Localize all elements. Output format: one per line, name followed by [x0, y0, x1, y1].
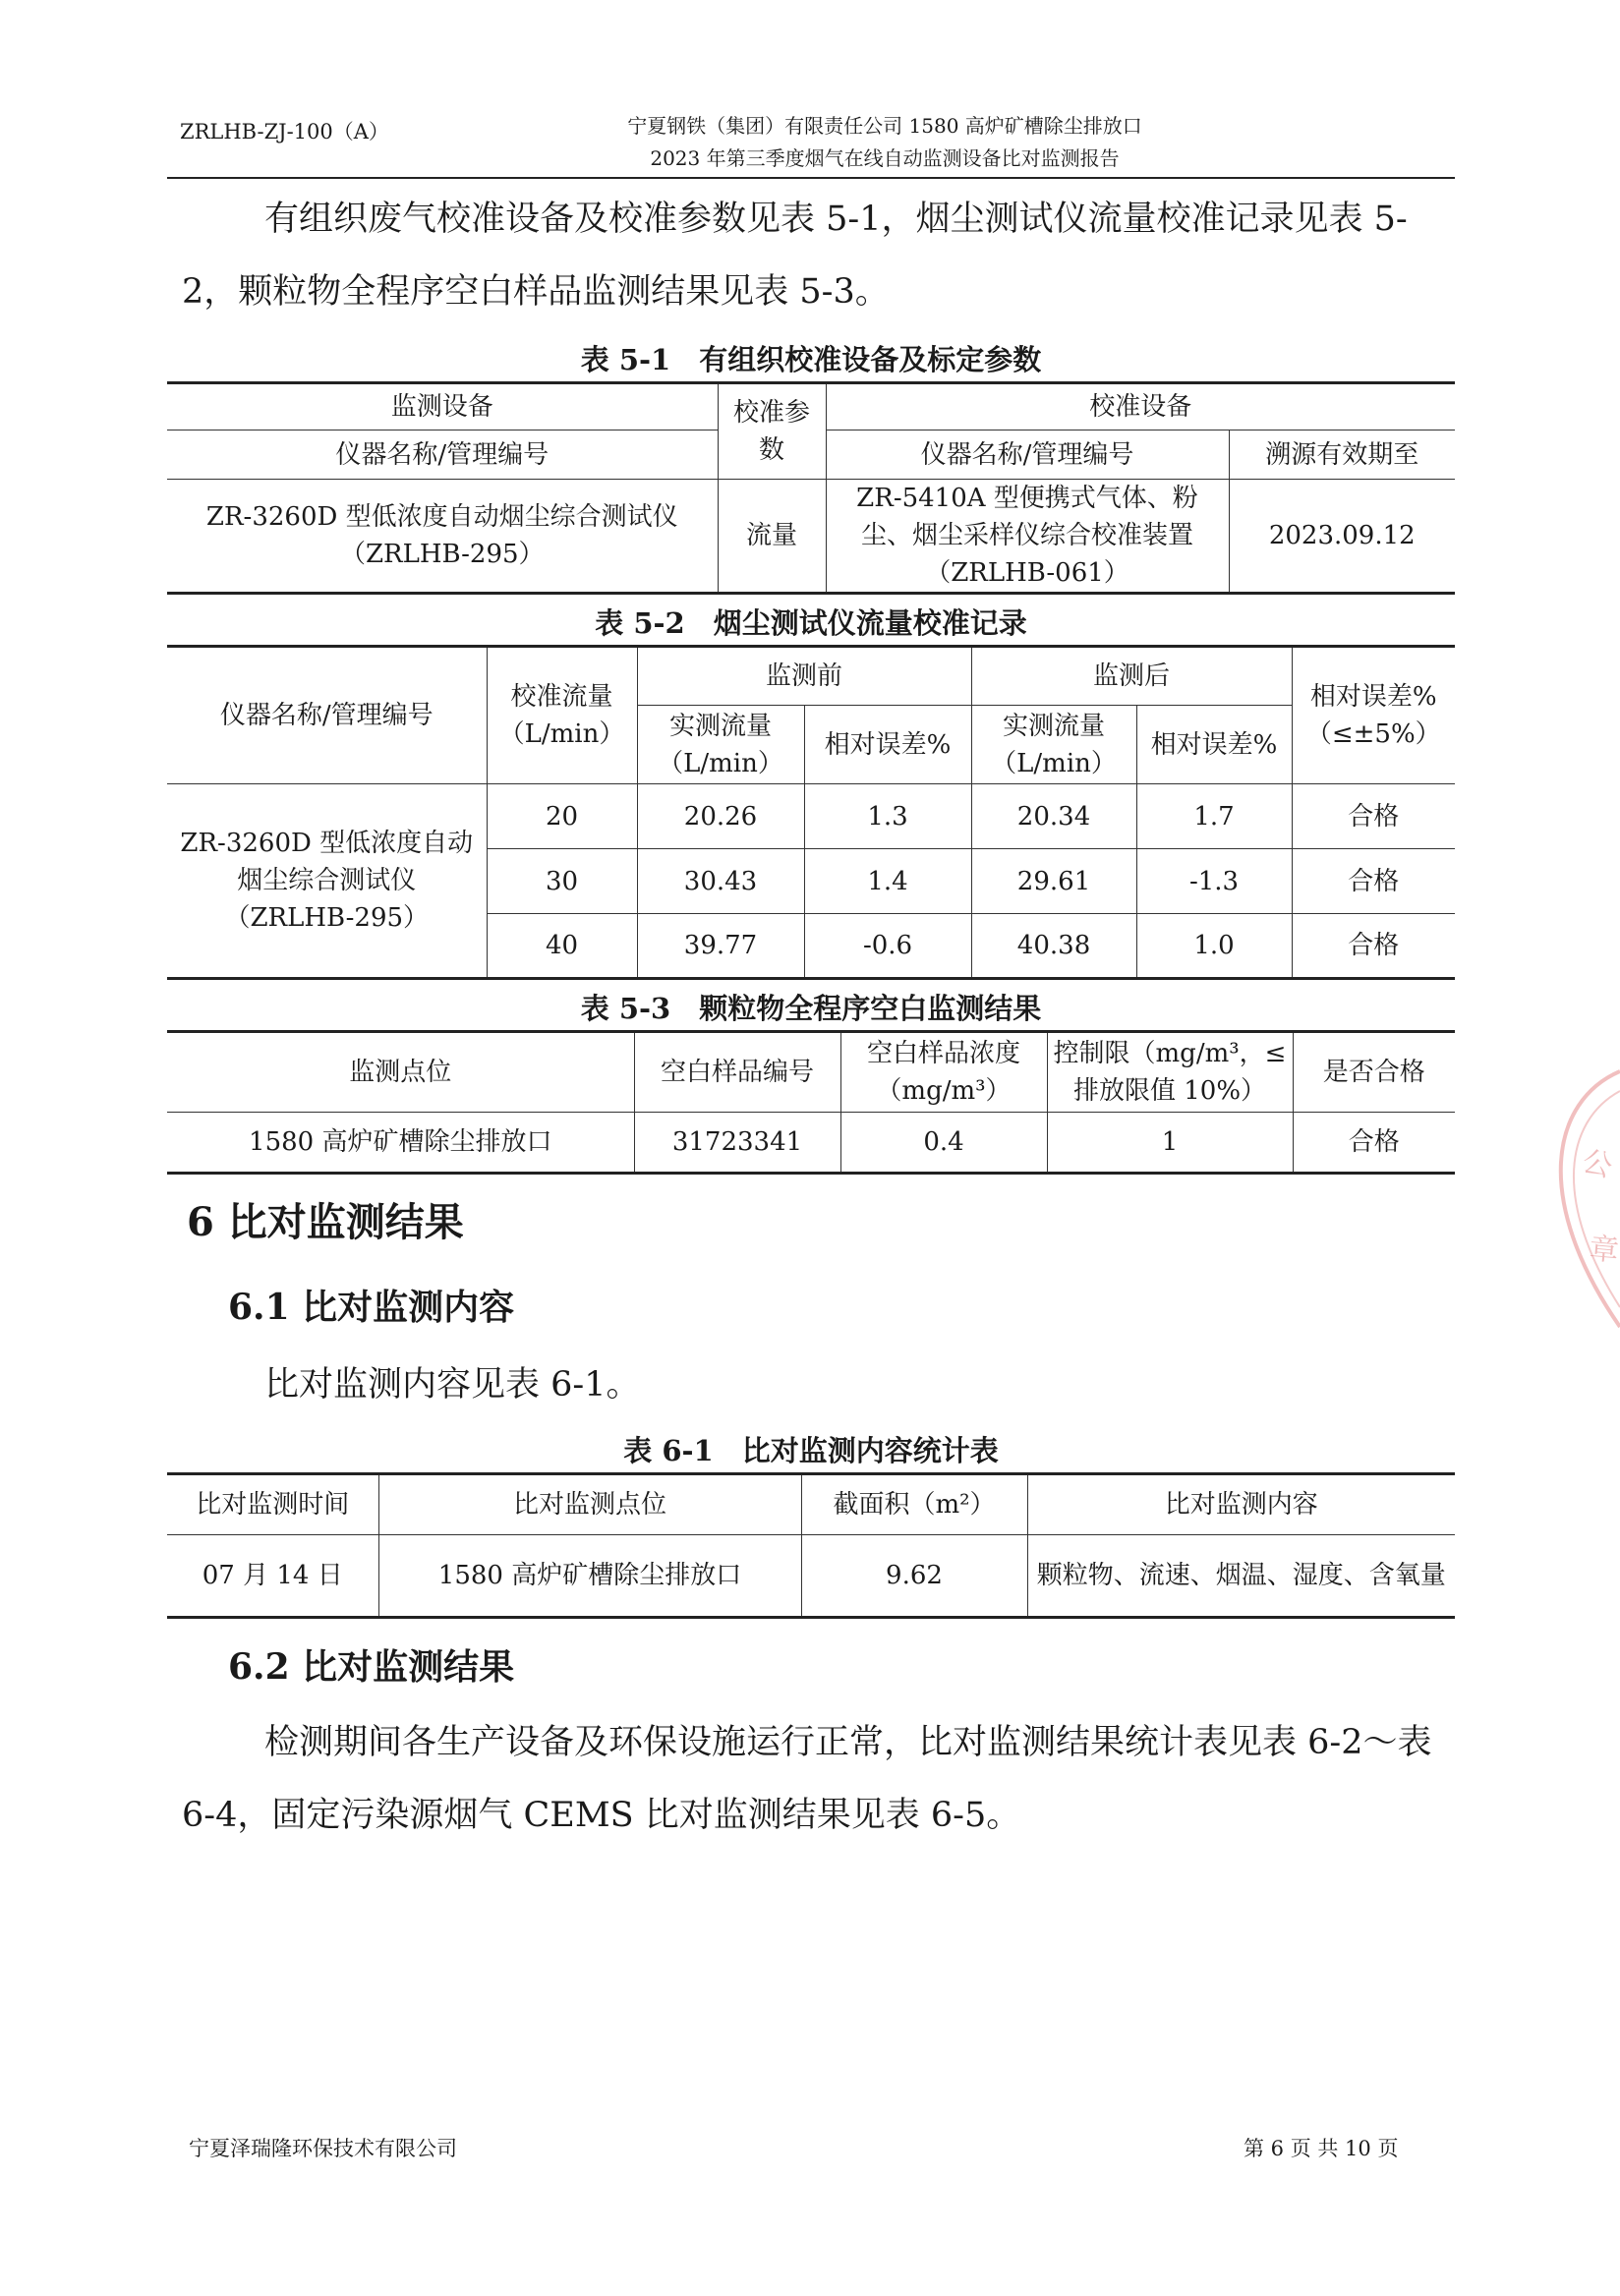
- t52-row3-result: 合格: [1292, 914, 1455, 979]
- header-rule: [167, 177, 1455, 179]
- seal-stamp-icon: [1512, 1062, 1620, 1337]
- table-5-3-caption: 表 5-3 颗粒物全程序空白监测结果: [580, 992, 1042, 1025]
- t51-header-calib: 校准设备: [826, 383, 1455, 430]
- t61-cell-point: 1580 高炉矿槽除尘排放口: [378, 1535, 801, 1618]
- t52-row2-before-err: 1.4: [804, 849, 971, 914]
- t52-row1-before-measured: 20.26: [637, 784, 804, 849]
- t53-cell-point: 1580 高炉矿槽除尘排放口: [167, 1113, 634, 1174]
- t51-cell-monitor: ZR-3260D 型低浓度自动烟尘综合测试仪（ZRLHB-295）: [167, 480, 718, 594]
- t61-header-content: 比对监测内容: [1027, 1474, 1455, 1535]
- t52-row1-after-measured: 20.34: [971, 784, 1136, 849]
- report-code: ZRLHB-ZJ-100（A）: [180, 120, 389, 144]
- t53-header-conc: 空白样品浓度（mg/m³）: [840, 1032, 1047, 1113]
- t61-header-time: 比对监测时间: [167, 1474, 378, 1535]
- intro-paragraph: 有组织废气校准设备及校准参数见表 5-1，烟尘测试仪流量校准记录见表 5-2，颗粒物全程序空白样品监测结果见表 5-3。: [182, 200, 1408, 312]
- footer-page-number: 第 6 页 共 10 页: [1244, 2137, 1399, 2160]
- t53-cell-pass: 合格: [1293, 1113, 1455, 1174]
- table-5-2-caption: 表 5-2 烟尘测试仪流量校准记录: [595, 606, 1027, 640]
- t51-header-monitor: 监测设备: [167, 383, 718, 430]
- t52-row3-flow: 40: [487, 914, 637, 979]
- t52-header-name: 仪器名称/管理编号: [167, 647, 487, 784]
- t61-cell-content: 颗粒物、流速、烟温、湿度、含氧量: [1027, 1535, 1455, 1618]
- t51-header-name-monitor: 仪器名称/管理编号: [167, 430, 718, 480]
- t53-header-pass: 是否合格: [1293, 1032, 1455, 1113]
- t52-row2-after-measured: 29.61: [971, 849, 1136, 914]
- footer-company: 宁夏泽瑞隆环保技术有限公司: [189, 2137, 457, 2160]
- section-6-2-title: 6.2 比对监测结果: [228, 1646, 515, 1688]
- report-header-title: [511, 110, 1258, 175]
- t52-row1-flow: 20: [487, 784, 637, 849]
- t52-row1-before-err: 1.3: [804, 784, 971, 849]
- t52-header-before-measured: 实测流量（L/min）: [637, 706, 804, 784]
- table-5-2: [167, 645, 1455, 980]
- table-5-3: [167, 1030, 1455, 1175]
- t51-cell-valid: 2023.09.12: [1229, 480, 1455, 594]
- t53-header-point: 监测点位: [167, 1032, 634, 1113]
- t52-row2-flow: 30: [487, 849, 637, 914]
- t61-cell-area: 9.62: [801, 1535, 1027, 1618]
- svg-text:公: 公: [1578, 1143, 1616, 1185]
- t52-row3-after-measured: 40.38: [971, 914, 1136, 979]
- table-5-1-caption: 表 5-1 有组织校准设备及标定参数: [580, 343, 1042, 376]
- t52-header-before: 监测前: [637, 647, 971, 706]
- t52-row2-before-measured: 30.43: [637, 849, 804, 914]
- header-title-line1: 宁夏钢铁（集团）有限责任公司 1580 高炉矿槽除尘排放口: [627, 114, 1142, 138]
- t52-header-after-rel: 相对误差%: [1136, 706, 1292, 784]
- table-5-1: [167, 381, 1455, 595]
- t53-cell-conc: 0.4: [840, 1113, 1047, 1174]
- t52-row1-result: 合格: [1292, 784, 1455, 849]
- t53-cell-sample: 31723341: [634, 1113, 840, 1174]
- t51-header-name-calib: 仪器名称/管理编号: [826, 430, 1229, 480]
- section-6-1-title: 6.1 比对监测内容: [228, 1287, 515, 1328]
- t52-row1-after-err: 1.7: [1136, 784, 1292, 849]
- t52-row2-result: 合格: [1292, 849, 1455, 914]
- section-6-title: 6 比对监测结果: [187, 1199, 464, 1245]
- t52-header-after-measured: 实测流量（L/min）: [971, 706, 1136, 784]
- t52-row3-after-err: 1.0: [1136, 914, 1292, 979]
- t61-header-point: 比对监测点位: [378, 1474, 801, 1535]
- t52-header-before-rel: 相对误差%: [804, 706, 971, 784]
- t51-header-param: 校准参数: [718, 383, 826, 480]
- t52-row3-before-err: -0.6: [804, 914, 971, 979]
- t52-header-err: 相对误差%（≤±5%）: [1292, 647, 1455, 784]
- t52-row2-after-err: -1.3: [1136, 849, 1292, 914]
- section-6-1-text: 比对监测内容见表 6-1。: [264, 1365, 641, 1405]
- svg-text:章: 章: [1588, 1232, 1620, 1269]
- table-6-1: [167, 1472, 1455, 1619]
- t52-row3-before-measured: 39.77: [637, 914, 804, 979]
- t53-header-limit: 控制限（mg/m³，≤排放限值 10%）: [1047, 1032, 1293, 1113]
- t61-header-area: 截面积（m²）: [801, 1474, 1027, 1535]
- t52-cell-device: ZR-3260D 型低浓度自动烟尘综合测试仪（ZRLHB-295）: [167, 784, 487, 979]
- t53-cell-limit: 1: [1047, 1113, 1293, 1174]
- t51-header-valid: 溯源有效期至: [1229, 430, 1455, 480]
- t53-header-sample: 空白样品编号: [634, 1032, 840, 1113]
- table-6-1-caption: 表 6-1 比对监测内容统计表: [623, 1434, 999, 1467]
- header-title-line2: 2023 年第三季度烟气在线自动监测设备比对监测报告: [650, 146, 1120, 170]
- t51-cell-calib: ZR-5410A 型便携式气体、粉尘、烟尘采样仪综合校准装置（ZRLHB-061）: [826, 480, 1229, 594]
- t51-cell-param: 流量: [718, 480, 826, 594]
- section-6-2-text: 检测期间各生产设备及环保设施运行正常，比对监测结果统计表见表 6-2～表 6-4，固定污染源烟气 CEMS 比对监测结果见表 6-5。: [182, 1723, 1432, 1835]
- t61-cell-time: 07 月 14 日: [167, 1535, 378, 1618]
- t52-header-after: 监测后: [971, 647, 1292, 706]
- t52-header-flow: 校准流量（L/min）: [487, 647, 637, 784]
